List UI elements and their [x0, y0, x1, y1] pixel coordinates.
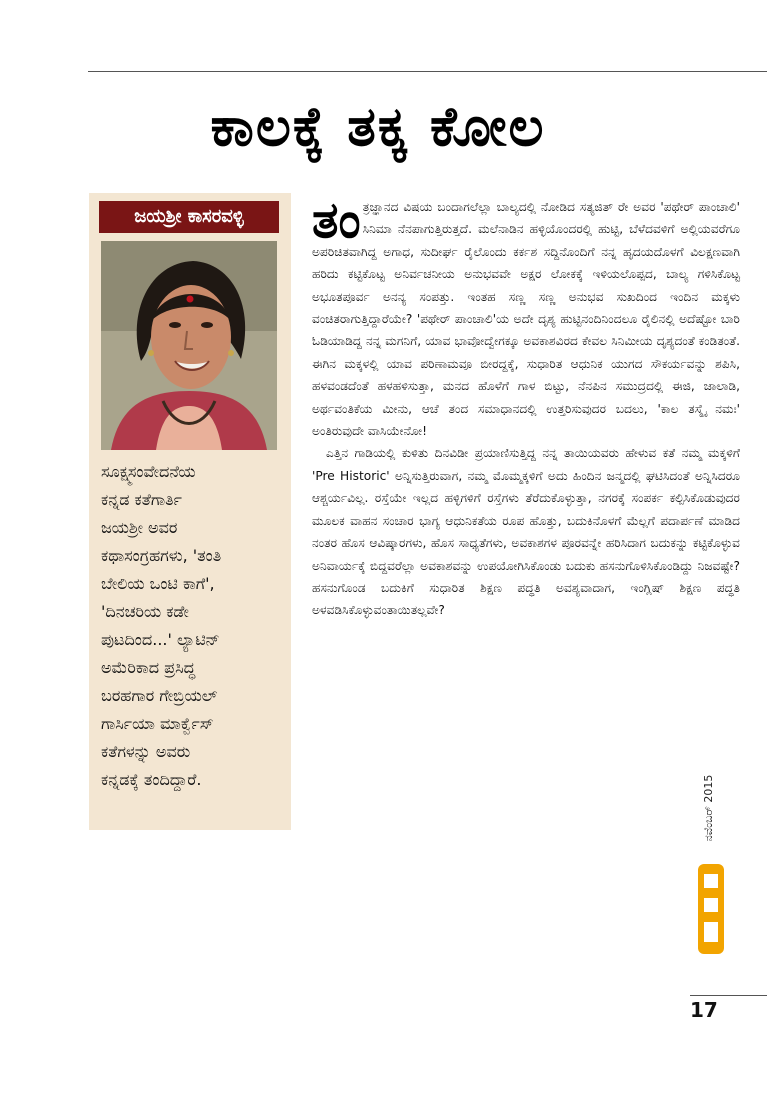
author-photo	[101, 241, 277, 450]
author-name: ಜಯಶ್ರೀ ಕಾಸರವಳ್ಳಿ	[99, 201, 279, 233]
author-blurb: ಸೂಕ್ಷ್ಮಸಂವೇದನೆಯ ಕನ್ನಡ ಕತೆಗಾರ್ತಿ ಜಯಶ್ರೀ ಅವರ ಕಥಾಸಂಗ್ರಹಗಳು, 'ತಂತಿ ಬೇಲಿಯ ಒಂಟಿ ಕಾಗೆ', 'ದಿನಚರಿಯ ಕಡೇ ಪುಟದಿಂದ...' ಲ್ಯಾಟಿನ್ ಅಮೆರಿಕಾದ ಪ್ರಸಿದ್ಧ ಬರಹಗಾರ ಗೇಬ್ರಿಯಲ್ ಗಾರ್ಸಿಯಾ ಮಾರ್ಕ್ವೆಸ್ ಕತೆಗಳನ್ನು ಅವರು ಕನ್ನಡಕ್ಕೆ ತಂದಿದ್ದಾರೆ.	[101, 462, 222, 789]
page-number: 17	[690, 998, 718, 1022]
article-paragraph-1	[312, 191, 740, 442]
author-sidebar	[89, 193, 291, 830]
magazine-logo	[680, 860, 740, 960]
article-body	[312, 191, 740, 622]
top-rule	[88, 71, 767, 72]
article-paragraph-2: ಎತ್ತಿನ ಗಾಡಿಯಲ್ಲಿ ಕುಳಿತು ದಿನವಿಡೀ ಪ್ರಯಾಣಿಸುತ್ತಿದ್ದ ನನ್ನ ತಾಯಿಯವರು ಹೇಳುವ ಕತೆ ನಮ್ಮ ಮಕ್ಕಳಿಗೆ 'Pre Historic' ಅನ್ನಿಸುತ್ತಿರುವಾಗ, ನಮ್ಮ ಮೊಮ್ಮಕ್ಕಳಿಗೆ ಅದು ಹಿಂದಿನ ಜನ್ಮದಲ್ಲಿ ಘಟಿಸಿದಂತೆ ಅನ್ನಿಸಿದರೂ ಆಶ್ಚರ್ಯವಿಲ್ಲ. ರಸ್ತೆಯೇ ಇಲ್ಲದ ಹಳ್ಳಿಗಳಿಗೆ ರಸ್ತೆಗಳು ತೆರೆದುಕೊಳ್ಳುತ್ತಾ, ನಗರಕ್ಕೆ ಸಂಪರ್ಕ ಕಲ್ಪಿಸಿಕೊಡುವುದರ ಮೂಲಕ ವಾಹನ ಸಂಚಾರ ಭಾಗ್ಯ ಆಧುನಿಕತೆಯ ರೂಪ ಹೊತ್ತು, ಬದುಕಿನೊಳಗೆ ಮೆಲ್ಲಗೆ ಪದಾರ್ಪಣೆ ಮಾಡಿದ ನಂತರ ಹೊಸ ಆವಿಷ್ಕಾರಗಳು, ಹೊಸ ಸಾಧ್ಯತೆಗಳು, ಅವಕಾಶಗಳ ಪೂರವನ್ನೇ ಹರಿಸಿದಾಗ ಬದುಕನ್ನು ಕಟ್ಟಿಕೊಳ್ಳುವ ಅನಿವಾರ್ಯಕ್ಕೆ ಬಿದ್ದವರೆಲ್ಲಾ ಅವಕಾಶವನ್ನು ಉಪಯೋಗಿಸಿಕೊಂಡು ಬದುಕು ಹಸನುಗೊಳಿಸಿಕೊಂಡಿದ್ದು ನಿಜವಷ್ಟೇ? ಹಸನುಗೊಂಡ ಬದುಕಿಗೆ ಸುಧಾರಿತ ಶಿಕ್ಷಣ ಪದ್ಧತಿ ಅವಶ್ಯವಾದಾಗ, ಇಂಗ್ಲಿಷ್ ಶಿಕ್ಷಣ ಪದ್ಧತಿ ಅಳವಡಿಸಿಕೊಳ್ಳುವಂತಾಯಿತಲ್ಲವೇ?	[312, 446, 740, 618]
article-headline: ಕಾಲಕ್ಕೆ ತಕ್ಕ ಕೋಲ	[210, 95, 546, 158]
issue-date: ನವೆಂಬರ್ 2015	[702, 774, 715, 842]
article-paragraph-1-text: ತ್ರಜ್ಞಾನದ ವಿಷಯ ಬಂದಾಗಲೆಲ್ಲಾ ಬಾಲ್ಯದಲ್ಲಿ ನೋಡಿದ ಸತ್ಯಜಿತ್ ರೇ ಅವರ 'ಪಥೇರ್ ಪಾಂಚಾಲಿ' ಸಿನಿಮಾ ನೆನಪಾಗುತ್ತಿರುತ್ತದೆ. ಮಲೆನಾಡಿನ ಹಳ್ಳಿಯೊಂದರಲ್ಲಿ ಹುಟ್ಟಿ, ಬೆಳೆದವಳಿಗೆ ಅಲ್ಲಿಯವರೆಗೂ ಅಪರಿಚಿತವಾಗಿದ್ದ ಅಗಾಧ, ಸುದೀರ್ಘ ರೈಲೊಂದು ಕರ್ಕಶ ಸದ್ದಿನೊಂದಿಗೆ ನನ್ನ ಹೃದಯದೊಳಗೆ ವಿಲಕ್ಷಣವಾಗಿ ಹರಿದು ಕಟ್ಟಿಕೊಟ್ಟ ಅನಿರ್ವಚನೀಯ ಅನುಭವವೇ ಅಕ್ಷರ ಲೋಕಕ್ಕೆ ಇಳಿಯಲೊಪ್ಪದ, ಬಾಲ್ಯ ಗಳಿಸಿಕೊಟ್ಟ ಅಭೂತಪೂರ್ವ ಅನನ್ಯ ಸಂಪತ್ತು. ಇಂತಹ ಸಣ್ಣ ಸಣ್ಣ ಅನುಭವ ಸುಖದಿಂದ ಇಂದಿನ ಮಕ್ಕಳು ವಂಚಿತರಾಗುತ್ತಿದ್ದಾರೆಯೇ? 'ಪಥೇರ್ ಪಾಂಚಾಲಿ'ಯ ಅದೇ ದೃಶ್ಯ ಹುಟ್ಟಿನಂದಿನಿಂದಲೂ ರೈಲಿನಲ್ಲಿ ಅದೆಷ್ಟೋ ಬಾರಿ ಓಡಿಯಾಡಿದ್ದ ನನ್ನ ಮಗನಿಗೆ, ಯಾವ ಭಾವೋದ್ವೇಗಕ್ಕೂ ಅವಕಾಶವಿರದ ಕೇವಲ ಸಿನಿಮೀಯ ದೃಶ್ಯದಂತೆ ಕಂಡಿತಂತೆ. ಈಗಿನ ಮಕ್ಕಳಲ್ಲಿ ಯಾವ ಪರಿಣಾಮವೂ ಬೀರದ್ದಕ್ಕೆ, ಸುಧಾರಿತ ಆಧುನಿಕ ಯುಗದ ಸೌಕರ್ಯವನ್ನು ಶಪಿಸಿ, ಹಳವಂಡದೆಂತೆ ಹಳಹಳಿಸುತ್ತಾ, ಮನದ ಹೊಳೆಗೆ ಗಾಳ ಬಿಟ್ಟು, ನೆನಪಿನ ಸಮುದ್ರದಲ್ಲಿ ಈಜಿ, ಜಾಲಾಡಿ, ಅರ್ಥವಂತಿಕೆಯ ಮೀನು, ಆಚೆ ತಂದ ಸಮಾಧಾನದಲ್ಲಿ ಉತ್ತರಿಸುವುದರ ಬದಲು, 'ಕಾಲ ತಸ್ಮೈ ನಮಃ' ಅಂತಿರುವುದೇ ವಾಸಿಯೇನೋ!	[312, 200, 740, 439]
drop-cap: ತಂ	[312, 191, 361, 249]
footer-rule	[690, 995, 767, 996]
